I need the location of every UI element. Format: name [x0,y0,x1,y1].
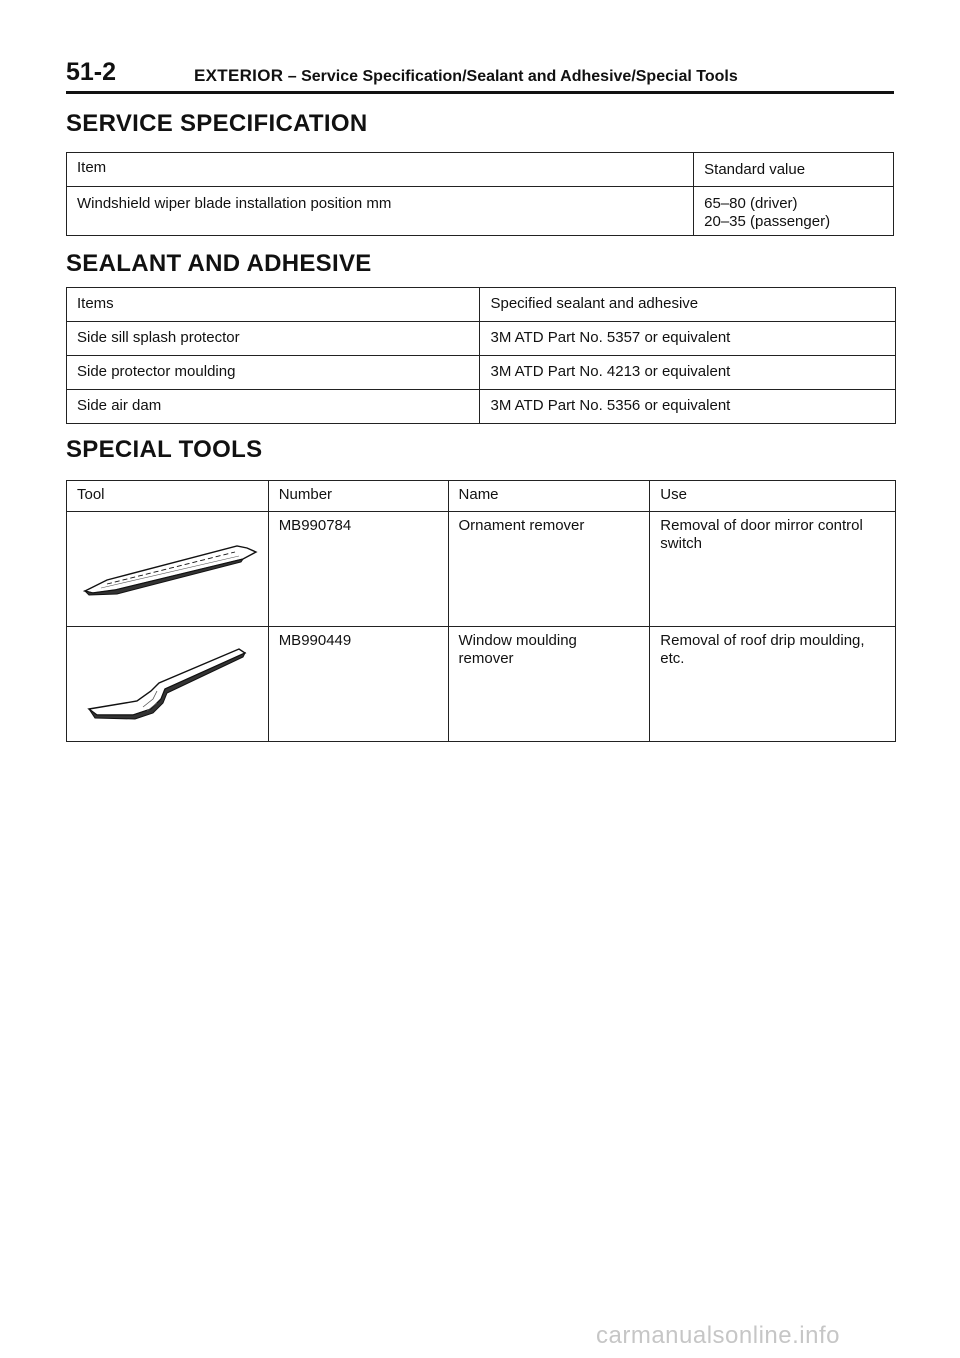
service-spec-title: SERVICE SPECIFICATION [66,110,368,137]
header-standard-value: Standard value [694,153,894,187]
tool-image-cell [67,512,269,627]
tool-name-line1: Ornament remover [458,517,585,534]
tool-use-line2: switch [660,535,702,552]
header-item: Item [67,153,694,187]
tool-name-line1: Window moulding [458,632,577,649]
table-header-row [67,153,894,187]
window-moulding-remover-illustration-icon [67,627,267,741]
watermark: carmanualsonline.info [596,1322,840,1349]
table-header-row [67,481,896,512]
header-subtitle: Service Specification/Sealant and Adhesive/Special Tools [301,68,738,85]
sealant-spec: 3M ATD Part No. 4213 or equivalent [480,356,896,390]
tool-use-line1: Removal of door mirror control [660,517,863,534]
tool-use [650,627,896,742]
tool-name [448,512,650,627]
table-row [67,390,896,424]
header-title [194,66,738,86]
tool-use-line2: etc. [660,650,685,667]
tool-name-line2: remover [458,650,514,667]
sealant-title: SEALANT AND ADHESIVE [66,250,372,277]
ornament-remover-illustration-icon [67,512,267,626]
special-tools-table [66,480,896,742]
header-dash: – [283,68,302,85]
service-spec-table [66,152,894,236]
header-use: Use [650,481,896,512]
tool-use-line1: Removal of roof drip moulding, [660,632,865,649]
table-row [67,187,894,236]
table-row [67,627,896,742]
page-number: 51-2 [66,58,117,86]
sealant-table [66,287,896,424]
header-items: Items [67,288,480,322]
page-header [66,58,894,94]
table-header-row [67,288,896,322]
table-row [67,356,896,390]
sealant-item: Side protector moulding [67,356,480,390]
header-specified-sealant: Specified sealant and adhesive [480,288,896,322]
tool-name [448,627,650,742]
tool-number: MB990449 [268,627,448,742]
header-section: EXTERIOR [194,66,284,85]
sealant-item: Side air dam [67,390,480,424]
tool-number: MB990784 [268,512,448,627]
sealant-spec: 3M ATD Part No. 5356 or equivalent [480,390,896,424]
header-tool: Tool [67,481,269,512]
spec-item: Windshield wiper blade installation position mm [67,187,694,236]
header-name: Name [448,481,650,512]
header-number: Number [268,481,448,512]
special-tools-title: SPECIAL TOOLS [66,436,263,463]
table-row [67,322,896,356]
table-row [67,512,896,627]
sealant-item: Side sill splash protector [67,322,480,356]
spec-value [694,187,894,236]
tool-image-cell [67,627,269,742]
sealant-spec: 3M ATD Part No. 5357 or equivalent [480,322,896,356]
tool-use [650,512,896,627]
spec-value-line1: 65–80 (driver) [704,195,798,212]
spec-value-line2: 20–35 (passenger) [704,213,831,230]
